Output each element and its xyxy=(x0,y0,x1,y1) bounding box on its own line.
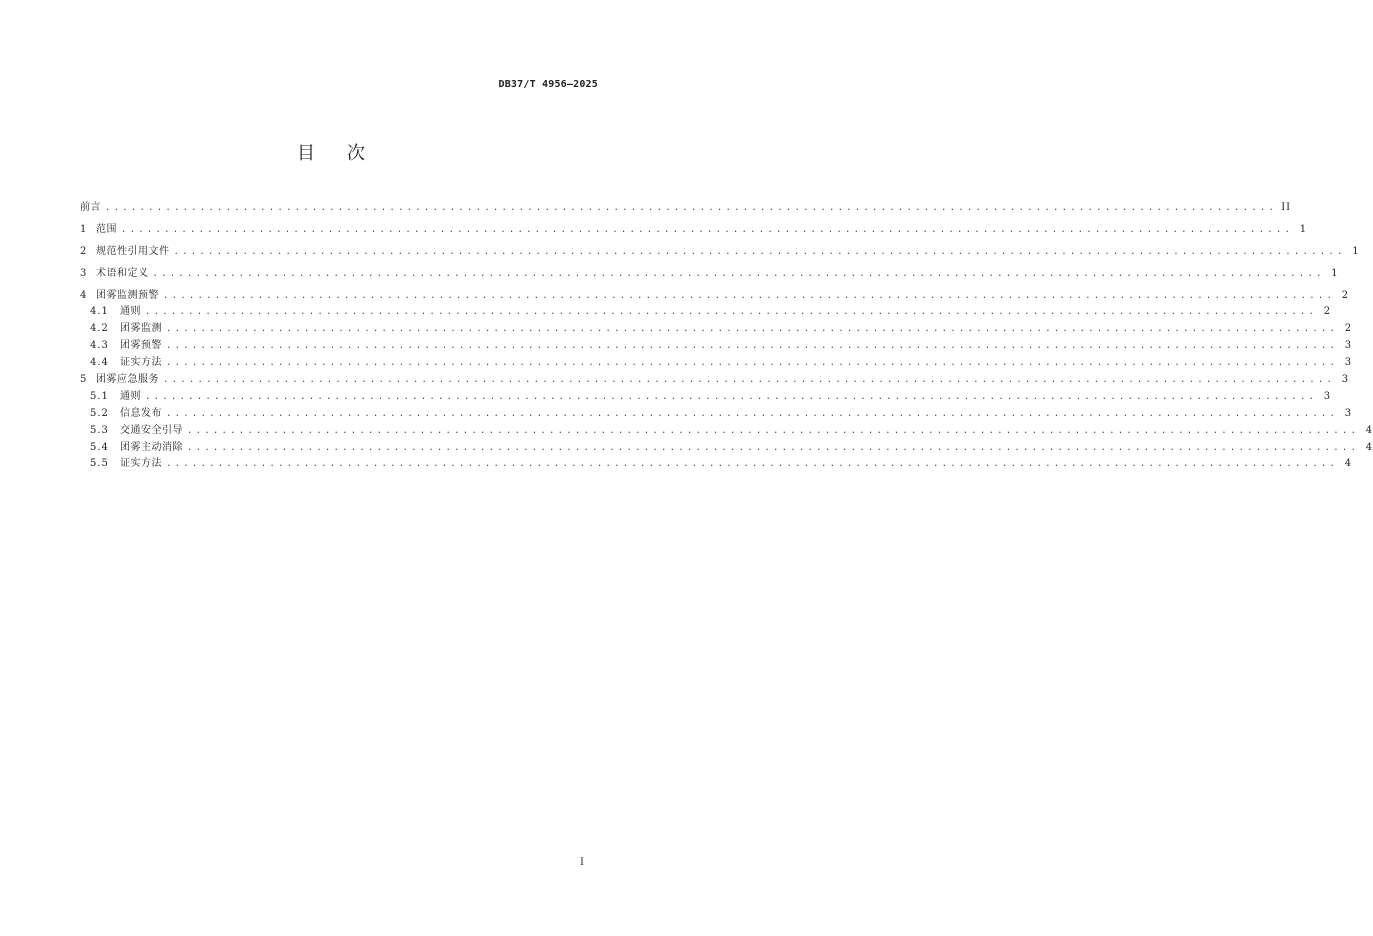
dot-leader: ........................................................................................................................................ xyxy=(166,459,1339,470)
dot-leader: ........................................................................................................................................ xyxy=(145,391,1318,402)
toc-entry-4-3[interactable] xyxy=(90,338,1353,355)
page-title: 目次 xyxy=(297,143,397,164)
toc-entry-label: 团雾监测预警 xyxy=(96,289,159,301)
dot-leader: ........................................................................................................................................ xyxy=(166,358,1339,369)
toc-entry-5-3[interactable] xyxy=(90,423,1373,440)
toc-entry-label: 通则 xyxy=(120,390,141,402)
toc-entry-page: 4 xyxy=(1365,441,1373,453)
toc-entry-page: 2 xyxy=(1341,289,1350,301)
toc-entry-label: 团雾监测 xyxy=(120,323,162,335)
dot-leader: ........................................................................................................................................ xyxy=(187,442,1360,453)
dot-leader: ........................................................................................................................................ xyxy=(145,307,1318,318)
toc-entry-foreword[interactable] xyxy=(80,200,1292,217)
toc-entry-5-2[interactable] xyxy=(90,406,1353,423)
toc-entry-label: 团雾主动消除 xyxy=(120,441,183,453)
toc-entry-label: 证实方法 xyxy=(120,458,162,470)
toc-entry-5-5[interactable] xyxy=(90,456,1353,473)
toc-entry-number: 4 xyxy=(80,289,88,301)
toc-entry-number: 5.3 xyxy=(90,424,109,436)
toc-entry-page: 2 xyxy=(1344,323,1353,335)
toc-entry-label: 证实方法 xyxy=(120,357,162,369)
dot-leader: ........................................................................................................................................ xyxy=(173,246,1346,257)
toc-entry-number: 4.2 xyxy=(90,323,109,335)
footer-page-number: I xyxy=(580,857,584,868)
toc-entry-label: 团雾预警 xyxy=(120,340,162,352)
dot-leader: ........................................................................................................................................ xyxy=(166,408,1339,419)
toc-entry-number: 2 xyxy=(80,245,88,257)
toc-entry-number: 5.2 xyxy=(90,407,109,419)
toc-entry-page: 1 xyxy=(1331,267,1339,279)
dot-leader: ........................................................................................................................................ xyxy=(163,290,1336,301)
toc-entry-page: 3 xyxy=(1341,374,1350,386)
dot-leader: ........................................................................................................................................ xyxy=(166,324,1339,335)
toc-entry-number: 5.1 xyxy=(90,390,109,402)
toc-entry-page: II xyxy=(1281,202,1292,213)
toc-entry-number: 4.4 xyxy=(90,357,109,369)
toc-entry-3[interactable] xyxy=(80,266,1339,283)
toc-entry-number: 5.5 xyxy=(90,458,109,470)
table-of-contents xyxy=(80,200,1373,473)
toc-entry-5-1[interactable] xyxy=(90,389,1332,406)
toc-entry-page: 2 xyxy=(1323,306,1332,318)
dot-leader: ........................................................................................................................................ xyxy=(163,375,1336,386)
toc-entry-page: 3 xyxy=(1344,340,1353,352)
toc-entry-number: 5.4 xyxy=(90,441,109,453)
toc-entry-label: 范围 xyxy=(96,223,117,235)
toc-entry-page: 3 xyxy=(1323,390,1332,402)
toc-entry-number: 4.1 xyxy=(90,306,109,318)
toc-entry-label: 交通安全引导 xyxy=(120,424,183,436)
dot-leader: ........................................................................................................................................ xyxy=(166,341,1339,352)
toc-entry-4-4[interactable] xyxy=(90,355,1353,372)
toc-entry-page: 3 xyxy=(1344,407,1353,419)
dot-leader: ........................................................................................................................................ xyxy=(152,268,1325,279)
toc-entry-5-4[interactable] xyxy=(90,440,1373,457)
toc-entry-number: 1 xyxy=(80,223,88,235)
toc-entry-label: 术语和定义 xyxy=(96,267,149,279)
toc-entry-label: 规范性引用文件 xyxy=(96,245,170,257)
dot-leader: ........................................................................................................................................ xyxy=(105,203,1278,213)
toc-entry-number: 3 xyxy=(80,267,88,279)
document-code: DB37/T 4956—2025 xyxy=(498,79,598,90)
toc-entry-label: 信息发布 xyxy=(120,407,162,419)
dot-leader: ........................................................................................................................................ xyxy=(121,224,1294,235)
toc-entry-label: 团雾应急服务 xyxy=(96,374,159,386)
toc-entry-page: 1 xyxy=(1352,245,1360,257)
toc-entry-page: 4 xyxy=(1344,458,1353,470)
toc-entry-number: 5 xyxy=(80,374,88,386)
toc-entry-page: 4 xyxy=(1365,424,1373,436)
toc-entry-4-2[interactable] xyxy=(90,321,1353,338)
toc-entry-1[interactable] xyxy=(80,222,1308,239)
dot-leader: ........................................................................................................................................ xyxy=(187,425,1360,436)
toc-entry-number: 4.3 xyxy=(90,340,109,352)
toc-entry-page: 1 xyxy=(1299,223,1308,235)
toc-entry-4-1[interactable] xyxy=(90,304,1332,321)
toc-entry-2[interactable] xyxy=(80,244,1360,261)
toc-entry-page: 3 xyxy=(1344,357,1353,369)
toc-entry-5[interactable] xyxy=(80,372,1350,389)
toc-entry-label: 通则 xyxy=(120,306,141,318)
toc-entry-label: 前言 xyxy=(80,202,101,213)
toc-entry-4[interactable] xyxy=(80,288,1350,305)
